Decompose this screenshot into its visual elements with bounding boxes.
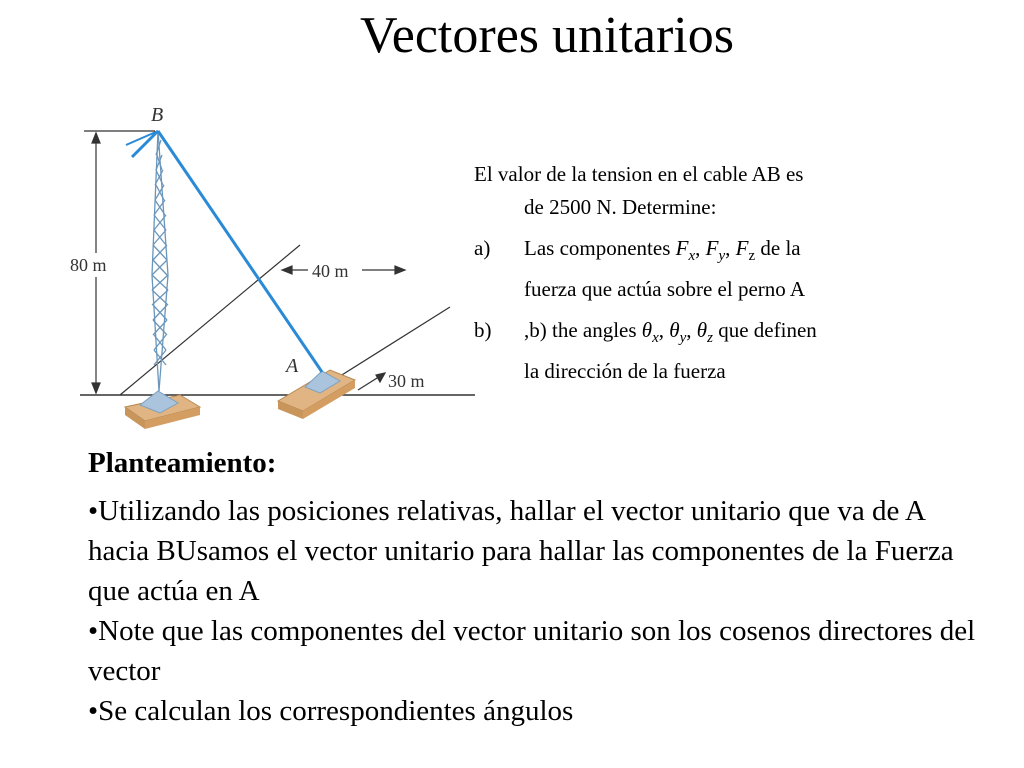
z-label: 30 m [388, 371, 425, 391]
question-a [474, 232, 944, 306]
question-a-line2: fuerza que actúa sobre el perno A [524, 277, 806, 301]
question-b-line2: la dirección de la fuerza [524, 359, 726, 383]
approach-heading: Planteamiento: [88, 447, 277, 479]
axis-line [120, 245, 300, 395]
problem-statement [474, 158, 944, 396]
point-a-label: A [286, 355, 299, 377]
cable-back [132, 131, 158, 157]
question-b-label: b) [474, 318, 492, 342]
cable-ab [158, 131, 322, 372]
question-a-text [524, 232, 944, 306]
approach-bullet: •Se calculan los correspondientes ángulos [88, 695, 574, 727]
question-b [474, 314, 944, 388]
question-a-label: a) [474, 236, 491, 260]
lattice-tower [152, 131, 168, 391]
subscript-z: z [748, 248, 756, 264]
problem-intro [474, 158, 944, 224]
approach-section [88, 443, 988, 731]
height-label: 80 m [70, 255, 107, 275]
theta-subscript-x: x [652, 330, 659, 346]
sep-3: , [658, 318, 670, 342]
slide-title: Vectores unitarios [359, 7, 734, 64]
anchor-base [278, 370, 355, 419]
force-symbol-y: F [705, 236, 719, 260]
z-dimension [358, 373, 385, 390]
subscript-y: y [718, 248, 726, 264]
point-b-label: B [151, 104, 164, 126]
sep-2: , [725, 236, 736, 260]
x-label: 40 m [312, 261, 349, 281]
intro-line-1: El valor de la tension en el cable AB es [474, 162, 804, 186]
sep-4: , [686, 318, 697, 342]
sep-1: , [695, 236, 706, 260]
theta-subscript-z: z [707, 330, 713, 346]
approach-bullet: •Note que las componentes del vector unitario son los cosenos directores del vector [88, 615, 976, 687]
approach-bullet: •Utilizando las posiciones relativas, hallar el vector unitario que va de A hacia BUsamos el vector unitario para hallar las componentes de la Fuerza que actúa en A [88, 495, 954, 607]
tower-cable-diagram [60, 95, 480, 440]
subscript-x: x [688, 248, 696, 264]
theta-symbol-z: θ [696, 318, 708, 342]
intro-line-2: de 2500 N. Determine: [524, 195, 717, 219]
question-b-text [524, 314, 944, 388]
theta-symbol-y: θ [669, 318, 680, 342]
question-a-post: de la [755, 236, 801, 260]
question-b-pre: ,b) the angles [524, 318, 642, 342]
theta-subscript-y: y [679, 330, 687, 346]
question-b-post: que definen [712, 318, 817, 342]
force-symbol-x: F [675, 236, 689, 260]
cable-back-2 [126, 131, 158, 145]
question-a-pre: Las componentes [524, 236, 676, 260]
tower-base [125, 391, 200, 429]
force-symbol-z: F [735, 236, 749, 260]
theta-symbol-x: θ [641, 318, 653, 342]
